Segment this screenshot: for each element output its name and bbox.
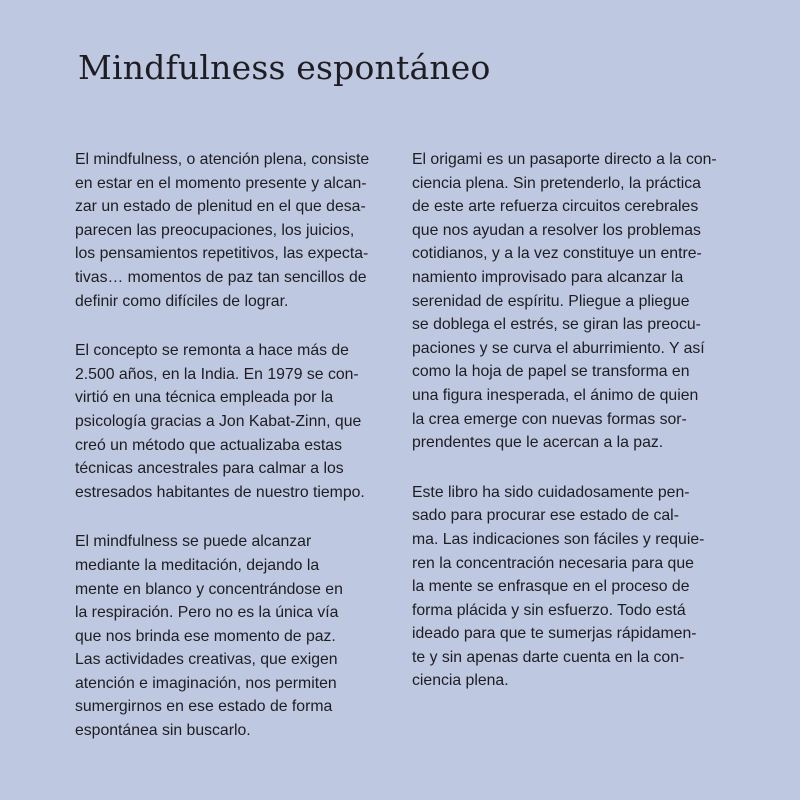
- text-line: ma. Las indicaciones son fáciles y requie-: [412, 530, 705, 548]
- text-line: sumergirnos en ese estado de forma: [75, 698, 333, 716]
- text-line: técnicas ancestrales para calmar a los: [75, 460, 344, 478]
- text-line: El mindfulness se puede alcanzar: [75, 533, 312, 551]
- text-line: zar un estado de plenitud en el que desa-: [75, 198, 366, 216]
- text-line: como la hoja de papel se transforma en: [412, 363, 690, 381]
- paragraph-concept-history: [75, 339, 415, 504]
- text-line: de este arte refuerza circuitos cerebrales: [412, 198, 699, 216]
- text-line: creó un método que actualizaba estas: [75, 436, 342, 454]
- text-line: psicología gracias a Jon Kabat-Zinn, que: [75, 412, 362, 430]
- paragraph-origami: [412, 148, 752, 455]
- text-line: sado para procurar ese estado de cal-: [412, 507, 679, 525]
- left-column: [75, 148, 415, 769]
- text-line: te y sin apenas darte cuenta en la con-: [412, 648, 685, 666]
- text-line: El mindfulness, o atención plena, consiste: [75, 151, 370, 168]
- text-line: la mente se enfrasque en el proceso de: [412, 578, 690, 596]
- text-line: los pensamientos repetitivos, las expecta-: [75, 245, 369, 263]
- text-line: ciencia plena. Sin pretenderlo, la práctica: [412, 174, 701, 192]
- paragraph-book-purpose: [412, 481, 752, 693]
- text-line: ideado para que te sumerjas rápidamen-: [412, 625, 697, 643]
- text-line: prendentes que le acercan a la paz.: [412, 434, 664, 452]
- text-line: espontánea sin buscarlo.: [75, 722, 251, 740]
- text-line: que nos ayudan a resolver los problemas: [412, 221, 701, 239]
- text-line: atención e imaginación, nos permiten: [75, 674, 337, 692]
- text-line: forma plácida y sin esfuerzo. Todo está: [412, 601, 686, 619]
- text-line: ciencia plena.: [412, 672, 509, 690]
- text-line: namiento improvisado para alcanzar la: [412, 268, 684, 286]
- text-line: El concepto se remonta a hace más de: [75, 342, 349, 360]
- text-line: paciones y se curva el aburrimiento. Y así: [412, 339, 705, 357]
- page-title: Mindfulness espontáneo: [78, 48, 491, 87]
- text-line: se doblega el estrés, se giran las preocu-: [412, 316, 701, 334]
- text-line: serenidad de espíritu. Pliegue a pliegue: [412, 292, 690, 310]
- text-line: Este libro ha sido cuidadosamente pen-: [412, 483, 690, 501]
- text-line: mediante la meditación, dejando la: [75, 556, 320, 574]
- text-line: que nos brinda ese momento de paz.: [75, 627, 336, 645]
- text-line: parecen las preocupaciones, los juicios,: [75, 221, 355, 239]
- text-line: estresados habitantes de nuestro tiempo.: [75, 483, 365, 501]
- text-line: la respiración. Pero no es la única vía: [75, 604, 339, 622]
- paragraph-meditation: [75, 530, 415, 742]
- text-line: cotidianos, y a la vez constituye un entre-: [412, 245, 702, 263]
- text-line: definir como difíciles de lograr.: [75, 292, 289, 310]
- paragraph-mindfulness-definition: [75, 148, 415, 313]
- text-line: El origami es un pasaporte directo a la con-: [412, 151, 717, 168]
- text-line: Las actividades creativas, que exigen: [75, 651, 338, 669]
- text-line: mente en blanco y concentrándose en: [75, 580, 343, 598]
- text-line: tivas… momentos de paz tan sencillos de: [75, 268, 367, 286]
- right-column: [412, 148, 752, 719]
- text-line: una figura inesperada, el ánimo de quien: [412, 386, 699, 404]
- text-line: 2.500 años, en la India. En 1979 se con-: [75, 365, 359, 383]
- text-line: virtió en una técnica empleada por la: [75, 389, 334, 407]
- text-line: la crea emerge con nuevas formas sor-: [412, 410, 687, 428]
- text-line: en estar en el momento presente y alcan-: [75, 174, 367, 192]
- text-line: ren la concentración necesaria para que: [412, 554, 694, 572]
